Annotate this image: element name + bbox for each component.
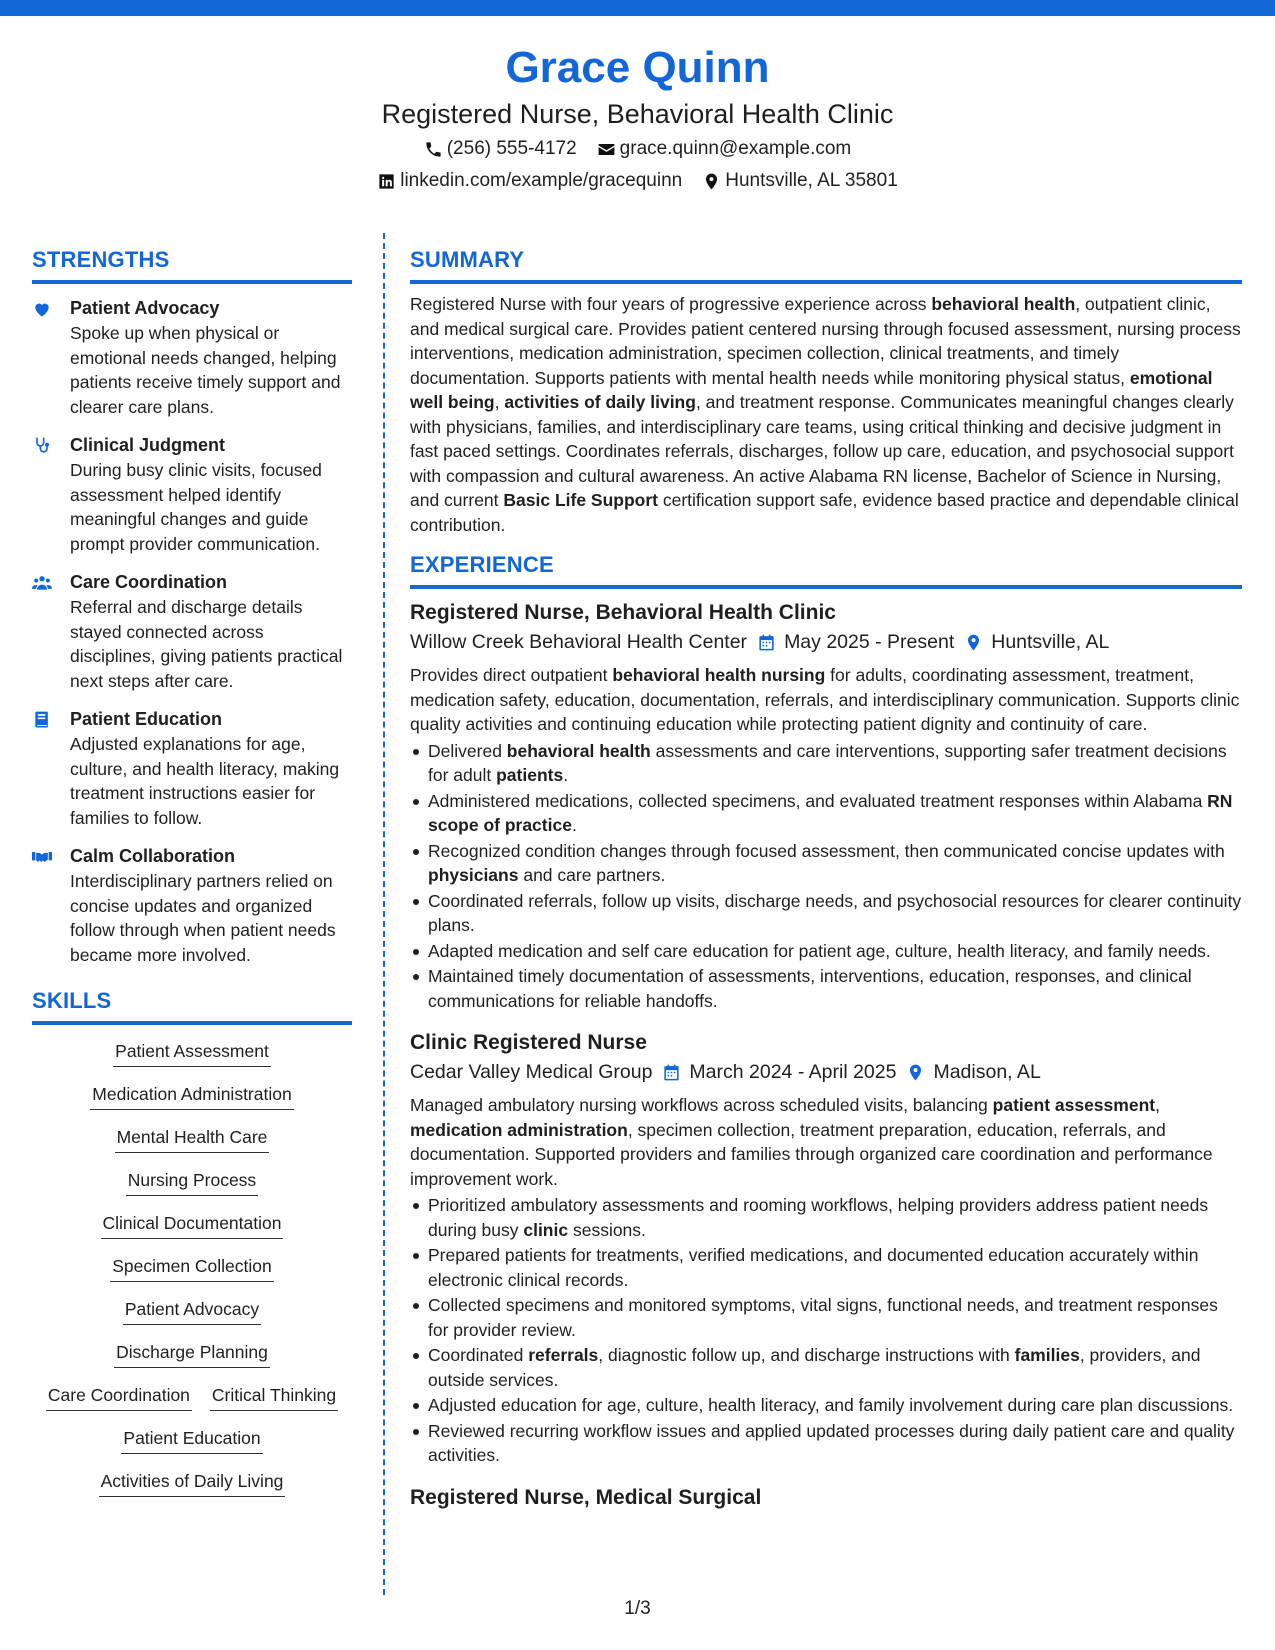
candidate-name: Grace Quinn [505, 43, 770, 92]
skill-tag: Specimen Collection [110, 1254, 274, 1282]
job-entry [410, 599, 1242, 1013]
skill-row [32, 1297, 352, 1340]
job-entry [410, 1029, 1242, 1468]
skill-row [32, 1340, 352, 1383]
job-title: Registered Nurse, Medical Surgical [410, 1485, 762, 1509]
strength-item [32, 433, 352, 556]
strengths-list [32, 296, 352, 967]
job-location: Madison, AL [906, 1057, 1040, 1087]
skill-tag: Care Coordination [46, 1383, 192, 1411]
list-item: Recognized condition changes through focused assessment, then communicated concise updates with physicians and care partners. [410, 839, 1242, 888]
skill-row [32, 1469, 352, 1512]
map-pin-icon [906, 1063, 925, 1082]
list-item: Collected specimens and monitored symptoms, vital signs, functional needs, and treatment responses for provider review. [410, 1293, 1242, 1342]
strength-title: Clinical Judgment [70, 435, 226, 455]
list-item: Delivered behavioral health assessments and care interventions, supporting safer treatment decisions for adult patients. [410, 739, 1242, 788]
skill-tag: Clinical Documentation [101, 1211, 284, 1239]
phone-icon [424, 140, 443, 159]
strength-item [32, 296, 352, 419]
job-title: Clinic Registered Nurse [410, 1031, 647, 1054]
skill-row [32, 1211, 352, 1254]
strength-title: Care Coordination [70, 572, 228, 592]
job-bullets [410, 739, 1242, 1014]
list-item: Coordinated referrals, follow up visits, discharge needs, and psychosocial resources for clearer continuity plans. [410, 889, 1242, 938]
envelope-icon [597, 140, 616, 159]
book-icon [32, 710, 52, 730]
skill-tag: Critical Thinking [210, 1383, 338, 1411]
location-text: Huntsville, AL 35801 [725, 170, 898, 191]
skill-row [32, 1254, 352, 1297]
calendar-icon [662, 1063, 681, 1082]
strength-title: Calm Collaboration [70, 846, 236, 866]
employer-name: Cedar Valley Medical Group [410, 1061, 653, 1083]
heart-icon [32, 299, 52, 319]
skill-row [32, 1168, 352, 1211]
phone-text: (256) 555-4172 [446, 138, 577, 159]
experience-list [410, 599, 1242, 1512]
list-item: Prepared patients for treatments, verified medications, and documented education accurately within electronic clinical records. [410, 1243, 1242, 1292]
right-column [410, 246, 1242, 1512]
job-description: Provides direct outpatient behavioral health nursing for adults, coordinating assessment, treatment, medication safety, education, documentation, referrals, and interdisciplinary communication. Supports clinic quality activities and continuing education while protecting patient dignity and continuity of care. [410, 665, 1240, 734]
list-item: Coordinated referrals, diagnostic follow up, and discharge instructions with families, providers, and outside services. [410, 1343, 1242, 1392]
contact-location [702, 166, 898, 196]
left-column [32, 246, 352, 1512]
strength-title: Patient Education [70, 709, 223, 729]
skills-list [32, 1039, 352, 1512]
contact-email[interactable] [597, 134, 852, 164]
skill-row [32, 1125, 352, 1168]
strength-description: Spoke up when physical or emotional needs changed, helping patients receive timely support and clearer care plans. [70, 323, 341, 417]
skill-row [32, 1383, 352, 1426]
strength-description: Referral and discharge details stayed connected across disciplines, giving patients practical next steps after care. [70, 597, 343, 691]
candidate-title: Registered Nurse, Behavioral Health Clinic [381, 99, 894, 129]
strength-description: During busy clinic visits, focused assessment helped identify meaningful changes and guide prompt provider communication. [70, 460, 322, 554]
job-description: Managed ambulatory nursing workflows across scheduled visits, balancing patient assessment, medication administration, specimen collection, treatment preparation, education, referrals, and documentation. Supported providers and families through organized care coordination and performance improvement work. [410, 1095, 1213, 1189]
job-title: Registered Nurse, Behavioral Health Clinic [410, 601, 836, 624]
list-item: Administered medications, collected specimens, and evaluated treatment responses within Alabama RN scope of practice. [410, 789, 1242, 838]
top-accent-bar [0, 0, 1275, 16]
summary-heading: SUMMARY [410, 246, 1242, 284]
contact-row-2 [0, 166, 1275, 196]
experience-heading: EXPERIENCE [410, 551, 1242, 589]
skill-tag: Nursing Process [126, 1168, 258, 1196]
strength-description: Interdisciplinary partners relied on concise updates and organized follow through when patient needs became more involved. [70, 871, 336, 965]
column-divider [383, 233, 385, 1595]
stethoscope-icon [32, 436, 52, 456]
skill-tag: Medication Administration [90, 1082, 293, 1110]
employer-name: Willow Creek Behavioral Health Center [410, 631, 748, 653]
strength-item [32, 844, 352, 967]
job-entry [410, 1484, 1242, 1512]
summary-text: Registered Nurse with four years of progressive experience across behavioral health, outpatient clinic, and medical surgical care. Provides patient centered nursing through focused assessment, nursing process interventions, medication administration, specimen collection, clinical treatments, and timely documentation. Supports patients with mental health needs while monitoring physical status, emotional well being, activities of daily living, and treatment response. Communicates meaningful changes clearly with physicians, families, and interdisciplinary care teams, using critical thinking and decisive judgment in fast paced settings. Coordinates referrals, discharges, follow up care, education, and psychosocial support with compassion and cultural awareness. An active Alabama RN license, Bachelor of Science in Nursing, and current Basic Life Support certification support safe, evidence based practice and dependable clinical contribution. [410, 294, 1241, 535]
skill-tag: Patient Education [121, 1426, 262, 1454]
skill-tag: Mental Health Care [115, 1125, 270, 1153]
job-dates: March 2024 - April 2025 [662, 1057, 896, 1087]
map-pin-icon [964, 633, 983, 652]
email-text: grace.quinn@example.com [619, 138, 852, 159]
list-item: Adapted medication and self care education for patient age, culture, health literacy, and family needs. [410, 939, 1242, 964]
linkedin-text: linkedin.com/example/gracequinn [400, 170, 683, 191]
list-item: Reviewed recurring workflow issues and applied updated processes during daily patient care and quality activities. [410, 1419, 1242, 1468]
list-item: Maintained timely documentation of assessments, interventions, education, responses, and clinical communications for reliable handoffs. [410, 964, 1242, 1013]
skill-row [32, 1039, 352, 1082]
skill-tag: Patient Assessment [113, 1039, 271, 1067]
contact-phone[interactable] [424, 134, 577, 164]
skill-tag: Activities of Daily Living [99, 1469, 286, 1497]
job-dates: May 2025 - Present [757, 627, 954, 657]
strengths-heading: STRENGTHS [32, 246, 352, 284]
job-location: Huntsville, AL [964, 627, 1109, 657]
calendar-icon [757, 633, 776, 652]
page-number: 1/3 [624, 1598, 651, 1619]
contact-row-1 [0, 134, 1275, 164]
strength-item [32, 707, 352, 830]
job-meta [410, 1057, 1242, 1087]
skill-tag: Patient Advocacy [123, 1297, 261, 1325]
map-pin-icon [702, 172, 721, 191]
handshake-icon [32, 847, 52, 867]
strength-description: Adjusted explanations for age, culture, and health literacy, making treatment instructions easier for families to follow. [70, 734, 340, 828]
contact-linkedin[interactable] [377, 166, 682, 196]
list-item: Adjusted education for age, culture, health literacy, and family involvement during care plan discussions. [410, 1393, 1242, 1418]
job-bullets [410, 1193, 1242, 1468]
skill-tag: Discharge Planning [114, 1340, 270, 1368]
strength-item [32, 570, 352, 693]
resume-header [0, 40, 1275, 196]
skill-row [32, 1426, 352, 1469]
skill-row [32, 1082, 352, 1125]
strength-title: Patient Advocacy [70, 298, 220, 318]
users-icon [32, 573, 52, 593]
job-meta [410, 627, 1242, 657]
linkedin-icon [377, 172, 396, 191]
list-item: Prioritized ambulatory assessments and rooming workflows, helping providers address patient needs during busy clinic sessions. [410, 1193, 1242, 1242]
skills-heading: SKILLS [32, 987, 352, 1025]
